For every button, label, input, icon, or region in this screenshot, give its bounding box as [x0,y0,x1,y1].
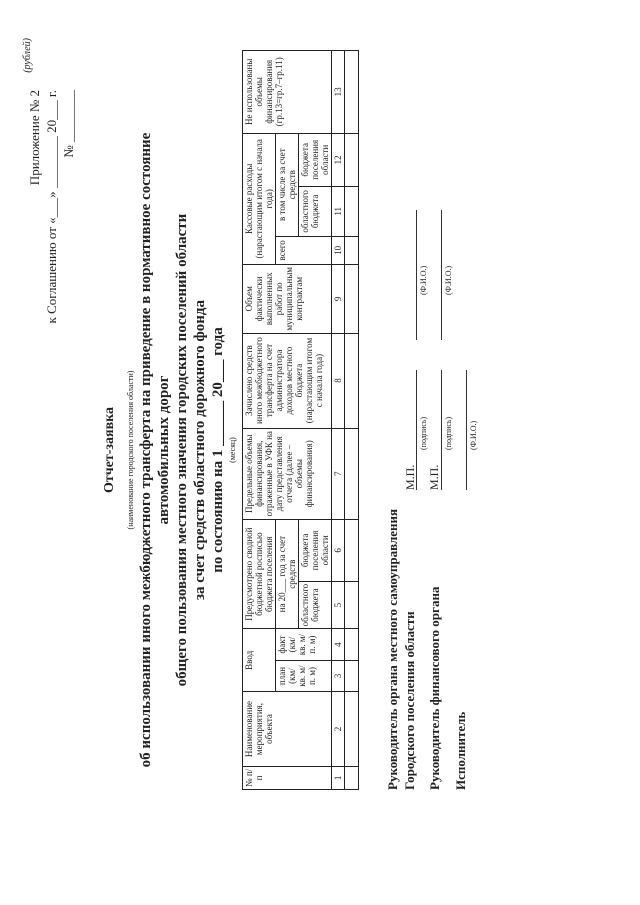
rotated-form-sheet [20,20,620,880]
document-type-title: Отчет-заявка [102,406,117,494]
finance-stamp-mark: М.П. [427,464,441,490]
col-number: 3 [332,660,345,691]
col-number: 6 [332,519,345,581]
header-cell-provided: Предусмотрено сводной бюджетной росписью бюджета поселения [243,519,276,628]
empty-cell[interactable] [345,236,359,264]
report-title [137,80,227,820]
col-number: 1 [332,766,345,789]
head-fio-caption: (Ф.И.О.) [419,265,428,295]
header-cell-cash-incl: в том числе за счет средств [276,133,299,236]
empty-cell[interactable] [345,51,359,134]
header-cell-cash: Кассовые расходы (нарастающим итогом с начала года) [243,133,276,264]
header-cell-plan: план (км/ кв. м/ п. м) [276,660,332,691]
empty-cell[interactable] [345,660,359,691]
empty-cell[interactable] [345,692,359,767]
agreement-number: № ________ [61,90,76,158]
finance-signature-caption: (подпись) [444,416,453,450]
header-cell-limits: Предельные объемы финансирования, отраженные в УФК на дату представления отчета (далее – объемы финансирования) [243,428,332,519]
header-cell-no: № п/п [243,766,332,789]
empty-cell[interactable] [345,133,359,186]
appendix-number: Приложение № 2 [27,90,42,186]
executor-fio-line[interactable] [465,370,467,490]
col-number: 10 [332,236,345,264]
table-header-row-1 [243,51,276,790]
head-signature-caption: (подпись) [419,416,428,450]
title-line-1: об использовании иного межбюджетного трансферта на приведение в нормативное состояние автомобильных дорог [138,132,172,768]
month-caption: (месяц) [228,437,237,463]
title-line-2: общего пользования местного значения городских поселений области [174,213,190,687]
table-row-empty [345,51,359,790]
header-cell-cash-total: всего [276,236,332,264]
col-number: 9 [332,265,345,334]
col-number: 7 [332,428,345,519]
finance-fio-caption: (Ф.И.О.) [444,265,453,295]
header-cell-prov-region: областного бюджета [299,581,332,629]
empty-cell[interactable] [345,265,359,334]
head-fio-line[interactable] [415,210,417,340]
col-number: 12 [332,133,345,186]
header-cell-name: Наименование мероприятия, объекта [243,692,332,767]
empty-cell[interactable] [345,428,359,519]
finance-signature-line[interactable] [440,370,442,490]
col-number: 5 [332,581,345,629]
header-cell-prov-settlement: бюджета поселения области [299,519,332,581]
empty-cell[interactable] [345,519,359,581]
col-number: 8 [332,333,345,428]
empty-cell[interactable] [345,766,359,789]
head-title-line-1: Руководитель органа местного самоуправления [385,508,400,790]
finance-head-title: Руководитель финансового органа [427,586,442,790]
header-cell-work: Объем фактически выполненных работ по муниципальным контрактам [243,265,332,334]
head-title-line-2: Городского поселения области [402,611,417,790]
column-number-row [332,51,345,790]
col-number: 2 [332,692,345,767]
currency-unit: (рублей) [22,38,33,73]
col-number: 4 [332,629,345,660]
header-cell-fact: факт (км/ кв. м/ п. м) [276,629,332,660]
report-table [242,50,359,790]
col-number: 13 [332,51,345,134]
executor-title: Исполнитель [453,711,468,790]
head-stamp-mark: М.П. [403,464,417,490]
title-line-4: по состоянию на 1 ______ 20___ года [210,327,226,573]
appendix-header [26,90,77,340]
agreement-reference: к Соглашению от «___» ________ 20___ г. [44,90,59,324]
executor-fio-caption: (Ф.И.О.) [469,420,478,450]
region-caption: (наименование городского поселения области) [126,370,135,530]
finance-fio-line[interactable] [440,210,442,340]
header-cell-cash-region: областного бюджета [299,187,332,237]
header-cell-credited: Зачислено средств иного межбюджетного трансферта на счет администратора доходов местного бюджета (нарастающим итогом с начала года) [243,333,332,428]
header-cell-provided-year: на 20___ год за счет средств [276,519,299,628]
empty-cell[interactable] [345,333,359,428]
header-cell-unused: Не использованы объемы финансирования (гр.13=гр.7–гр.11) [243,51,332,134]
empty-cell[interactable] [345,581,359,629]
header-cell-input: Ввод [243,629,276,692]
title-line-3: за счет средств областного дорожного фонда [192,299,208,601]
head-signature-line[interactable] [415,370,417,490]
empty-cell[interactable] [345,629,359,660]
empty-cell[interactable] [345,187,359,237]
col-number: 11 [332,187,345,237]
header-cell-cash-settlement: бюджета поселения области [299,133,332,186]
